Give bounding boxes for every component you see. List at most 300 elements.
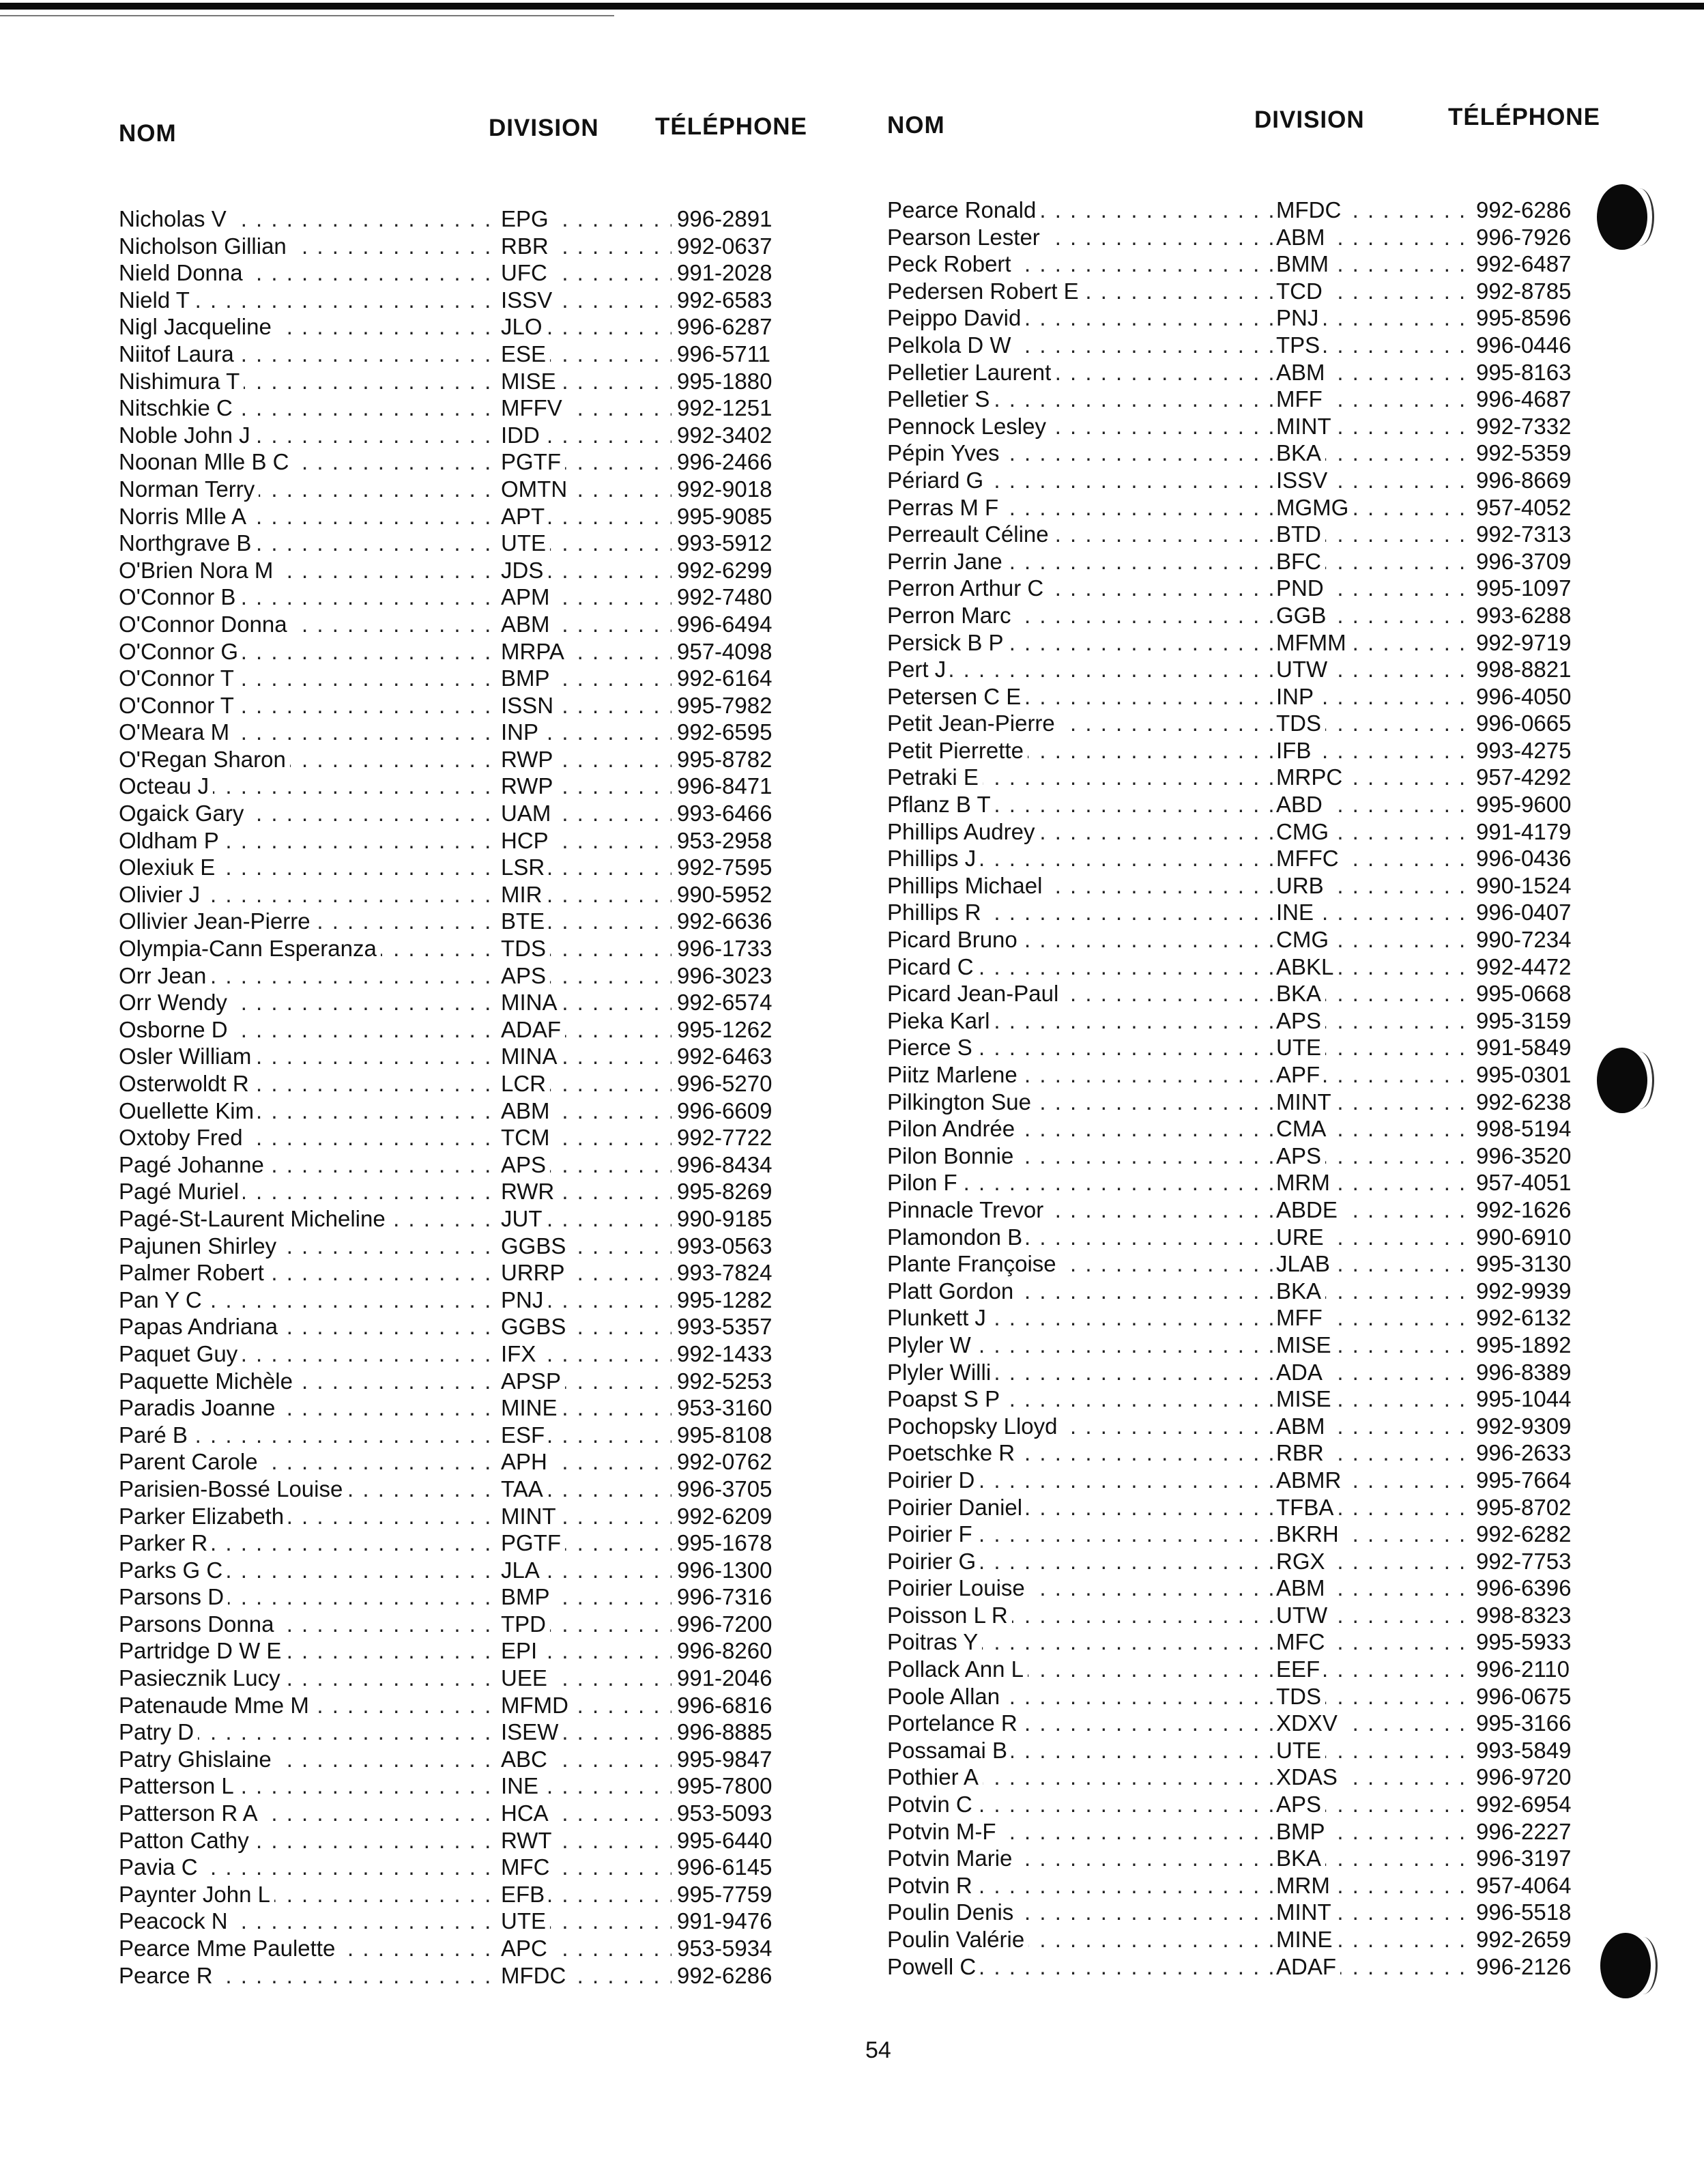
entry-phone: 990-5952 — [677, 881, 772, 907]
entry-phone: 993-6288 — [1476, 602, 1572, 628]
entry-division: MIR — [501, 882, 547, 907]
entry-division-cell — [501, 638, 672, 665]
entry-division: ABC — [501, 1747, 551, 1772]
entry-name-cell — [887, 1926, 1276, 1953]
directory-entry — [887, 683, 1597, 710]
entry-name: Patry Ghislaine — [119, 1747, 276, 1772]
entry-phone: 992-7480 — [677, 584, 772, 610]
entry-name-cell — [119, 1259, 501, 1287]
entry-name: Pavia C — [119, 1854, 202, 1880]
entry-division: BKA — [1276, 440, 1325, 465]
entry-phone: 996-6494 — [677, 611, 772, 637]
entry-phone: 990-9185 — [677, 1205, 772, 1231]
header-division: DIVISION — [1254, 106, 1365, 133]
directory-entry — [887, 304, 1597, 332]
entry-phone: 992-7313 — [1476, 521, 1572, 547]
directory-entry — [119, 448, 808, 476]
entry-name: Oldham P — [119, 828, 223, 853]
entry-phone: 957-4064 — [1476, 1872, 1572, 1898]
directory-entry — [119, 665, 808, 692]
entry-name-cell — [887, 359, 1276, 386]
entry-name-cell — [119, 1205, 501, 1233]
entry-name: Parsons Donna — [119, 1611, 278, 1637]
entry-name: Plyler Willi — [887, 1360, 995, 1385]
directory-entry — [119, 800, 808, 827]
entry-phone: 996-2891 — [677, 206, 772, 231]
entry-name: Patry D — [119, 1719, 198, 1744]
entry-name-cell — [887, 1143, 1276, 1170]
entry-name-cell — [887, 386, 1276, 413]
directory-entry — [119, 1908, 808, 1935]
entry-name: Patenaude Mme M — [119, 1693, 313, 1718]
directory-entry — [119, 1070, 808, 1097]
entry-division-cell — [501, 1583, 672, 1611]
entry-name-cell — [887, 1359, 1276, 1386]
entry-division-cell — [1276, 1143, 1471, 1170]
entry-name: Pollack Ann L — [887, 1656, 1028, 1682]
entry-phone: 993-4275 — [1476, 737, 1572, 763]
entry-name: Noble John J — [119, 422, 255, 448]
entry-name: Ogaick Gary — [119, 801, 248, 826]
entry-name-cell — [887, 683, 1276, 710]
directory-entry — [119, 476, 808, 503]
entry-division-cell — [1276, 656, 1471, 683]
entry-phone: 995-7664 — [1476, 1467, 1572, 1493]
entry-name: Pilon Bonnie — [887, 1143, 1017, 1168]
entry-division-cell — [501, 557, 672, 584]
directory-entry — [119, 1800, 808, 1827]
entry-division: APSP — [501, 1368, 565, 1394]
entry-division-cell — [1276, 710, 1471, 737]
directory-entry — [887, 1304, 1597, 1332]
entry-division: APS — [501, 963, 550, 988]
entry-name: O'Regan Sharon — [119, 747, 290, 772]
entry-division: IDD — [501, 422, 544, 448]
directory-entry — [887, 1953, 1597, 1981]
entry-phone: 996-7200 — [677, 1611, 772, 1637]
directory-entry — [887, 737, 1597, 764]
entry-name: Poirier D — [887, 1467, 979, 1493]
entry-division-cell — [1276, 845, 1471, 872]
entry-phone: 992-6209 — [677, 1503, 772, 1529]
entry-name: Potvin Marie — [887, 1845, 1016, 1871]
entry-division-cell — [1276, 1628, 1471, 1656]
entry-name: Paynter John L — [119, 1882, 274, 1907]
entry-division: MINT — [1276, 1089, 1335, 1115]
entry-division-cell — [501, 313, 672, 341]
directory-entry — [119, 313, 808, 341]
entry-division-cell — [501, 1070, 672, 1097]
directory-entry — [119, 854, 808, 881]
entry-division-cell — [1276, 872, 1471, 900]
entry-division: BTE — [501, 908, 549, 934]
directory-entry — [119, 1611, 808, 1638]
entry-division-cell — [1276, 818, 1471, 846]
entry-name-cell — [887, 1278, 1276, 1305]
entry-name: O'Connor B — [119, 584, 240, 609]
entry-division-cell — [1276, 1548, 1471, 1575]
directory-entry — [887, 1764, 1597, 1791]
entry-name-cell — [887, 1224, 1276, 1251]
entry-name: Osler William — [119, 1044, 255, 1069]
entry-name: O'Brien Nora M — [119, 558, 277, 583]
entry-name: Ouellette Kim — [119, 1098, 258, 1123]
entry-name-cell — [887, 1953, 1276, 1981]
entry-name: Poole Allan — [887, 1684, 1004, 1709]
entry-division-cell — [1276, 1656, 1471, 1683]
directory-entry — [119, 1746, 808, 1773]
entry-phone: 995-1044 — [1476, 1386, 1572, 1412]
entry-name: Norman Terry — [119, 476, 259, 502]
binder-hole-icon — [1600, 1933, 1651, 1998]
entry-name-cell — [887, 953, 1276, 981]
entry-phone: 993-6466 — [677, 801, 772, 827]
entry-name-cell — [887, 1494, 1276, 1521]
entry-name-cell — [119, 1583, 501, 1611]
directory-entry — [887, 1899, 1597, 1926]
entry-division: TDS — [501, 936, 550, 961]
entry-division-cell — [501, 1827, 672, 1854]
directory-entry — [119, 611, 808, 638]
directory-entry — [119, 1854, 808, 1881]
entry-phone: 995-9600 — [1476, 792, 1572, 818]
entry-name-cell — [119, 773, 501, 800]
entry-name-cell — [119, 1313, 501, 1340]
directory-entry — [119, 1503, 808, 1530]
entry-phone: 992-6299 — [677, 557, 772, 583]
entry-name-cell — [887, 494, 1276, 521]
entry-phone: 995-8782 — [677, 746, 772, 772]
entry-name: Orr Jean — [119, 963, 210, 988]
entry-name-cell — [119, 287, 501, 314]
entry-name: Périard G — [887, 468, 987, 493]
entry-division: MISE — [1276, 1386, 1335, 1411]
entry-name: Pierce S — [887, 1035, 977, 1060]
directory-entry — [119, 1529, 808, 1557]
entry-name-cell — [887, 1764, 1276, 1791]
directory-entry — [887, 1439, 1597, 1467]
entry-division-cell — [1276, 1899, 1471, 1926]
entry-name: Parker R — [119, 1530, 212, 1555]
entry-name: Nitschkie C — [119, 395, 237, 420]
entry-phone: 995-1892 — [1476, 1332, 1572, 1357]
entry-name: Pert J — [887, 657, 950, 682]
entry-name-cell — [887, 1710, 1276, 1737]
entry-division-cell — [501, 989, 672, 1016]
directory-entry — [887, 1169, 1597, 1196]
entry-division-cell — [1276, 737, 1471, 764]
entry-phone: 993-5912 — [677, 530, 772, 556]
entry-division-cell — [501, 962, 672, 990]
entry-name-cell — [887, 1250, 1276, 1278]
entry-name-cell — [119, 1746, 501, 1773]
entry-name-cell — [119, 584, 501, 611]
entry-division: EEF — [1276, 1656, 1324, 1682]
entry-division: CMG — [1276, 927, 1333, 952]
entry-division: ABDE — [1276, 1197, 1342, 1222]
directory-entry — [887, 1413, 1597, 1440]
entry-name-cell — [119, 1827, 501, 1854]
entry-name-cell — [887, 1899, 1276, 1926]
entry-phone: 992-6574 — [677, 990, 772, 1016]
entry-division-cell — [1276, 1007, 1471, 1035]
entry-name: Noonan Mlle B C — [119, 449, 293, 474]
entry-name-cell — [887, 980, 1276, 1007]
entry-phone: 953-5934 — [677, 1936, 772, 1961]
entry-division: UTW — [1276, 657, 1331, 682]
entry-name-cell — [119, 1692, 501, 1719]
directory-entry — [887, 224, 1597, 251]
entry-division-cell — [1276, 1683, 1471, 1710]
entry-name: Patterson R A — [119, 1800, 262, 1826]
entry-name-cell — [119, 719, 501, 746]
entry-division-cell — [1276, 764, 1471, 791]
entry-division: MISE — [1276, 1332, 1335, 1357]
directory-entry — [119, 1233, 808, 1260]
entry-phone: 991-5849 — [1476, 1035, 1572, 1061]
entry-name-cell — [119, 1448, 501, 1476]
entry-division-cell — [501, 584, 672, 611]
entry-division: RWR — [501, 1179, 558, 1204]
entry-name-cell — [887, 629, 1276, 657]
directory-entry — [887, 1710, 1597, 1737]
entry-phone: 996-3709 — [1476, 548, 1572, 574]
entry-name-cell — [887, 1061, 1276, 1089]
entry-division-cell — [501, 1178, 672, 1205]
entry-name: Parisien-Bossé Louise — [119, 1476, 347, 1502]
entry-division-cell — [501, 1448, 672, 1476]
entry-division-cell — [1276, 1818, 1471, 1845]
entry-phone: 993-5357 — [677, 1314, 772, 1340]
entry-phone: 992-9939 — [1476, 1278, 1572, 1304]
entry-name: Phillips J — [887, 846, 980, 871]
entry-division-cell — [1276, 1224, 1471, 1251]
directory-entry — [119, 1665, 808, 1692]
entry-division-cell — [1276, 1250, 1471, 1278]
entry-name-cell — [887, 1737, 1276, 1764]
entry-division: IFB — [1276, 738, 1315, 763]
entry-division-cell — [501, 341, 672, 368]
entry-name-cell — [887, 1575, 1276, 1602]
entry-division: URRP — [501, 1260, 569, 1285]
entry-name-cell — [119, 692, 501, 719]
entry-name: Phillips Michael — [887, 873, 1046, 898]
entry-division-cell — [501, 368, 672, 395]
directory-entry — [119, 1287, 808, 1314]
entry-division-cell — [501, 1368, 672, 1395]
directory-entry — [887, 818, 1597, 846]
entry-name: Poirier G — [887, 1549, 980, 1574]
directory-entry — [119, 908, 808, 935]
directory-entry — [119, 557, 808, 584]
entry-division: TPS — [1276, 332, 1324, 358]
directory-entry — [119, 1881, 808, 1908]
entry-division-cell — [1276, 548, 1471, 575]
entry-phone: 991-2028 — [677, 260, 772, 286]
entry-division: ABM — [501, 1098, 554, 1123]
entry-division: RBR — [1276, 1440, 1328, 1465]
directory-entry — [887, 1007, 1597, 1035]
directory-entry — [119, 1016, 808, 1044]
entry-division: ABM — [501, 612, 554, 637]
entry-name: Oxtoby Fred — [119, 1125, 247, 1150]
entry-name: Osterwoldt R — [119, 1071, 253, 1096]
directory-entry — [887, 764, 1597, 791]
entry-division-cell — [501, 719, 672, 746]
entry-division: APS — [1276, 1143, 1325, 1168]
entry-division-cell — [501, 611, 672, 638]
entry-name: Pearce Mme Paulette — [119, 1936, 339, 1961]
entry-phone: 996-8434 — [677, 1151, 772, 1177]
entry-phone: 995-7800 — [677, 1773, 772, 1799]
directory-entry — [119, 584, 808, 611]
directory-entry — [887, 1791, 1597, 1818]
entry-division-cell — [501, 1259, 672, 1287]
entry-phone: 996-2110 — [1476, 1656, 1570, 1682]
entry-name: Nield T — [119, 287, 194, 313]
entry-division-cell — [501, 1746, 672, 1773]
entry-division-cell — [501, 1151, 672, 1179]
entry-name-cell — [119, 611, 501, 638]
entry-division-cell — [1276, 1115, 1471, 1143]
entry-phone: 995-1880 — [677, 368, 772, 394]
entry-name-cell — [887, 1007, 1276, 1035]
entry-name-cell — [119, 1800, 501, 1827]
entry-division: JLA — [501, 1557, 544, 1583]
entry-name: Parsons D — [119, 1584, 228, 1609]
entry-name-cell — [887, 1872, 1276, 1899]
entry-phone: 992-6282 — [1476, 1521, 1572, 1547]
entry-name: Pelletier S — [887, 386, 994, 412]
directory-entry — [119, 1935, 808, 1962]
entry-name: Patton Cathy — [119, 1828, 253, 1853]
entry-name-cell — [119, 962, 501, 990]
entry-phone: 996-0665 — [1476, 710, 1572, 736]
entry-division: MINE — [1276, 1927, 1337, 1952]
entry-name-cell — [887, 1169, 1276, 1196]
entry-division-cell — [1276, 224, 1471, 251]
entry-name-cell — [119, 935, 501, 962]
entry-division: MINT — [1276, 1899, 1335, 1925]
entry-division-cell — [1276, 1385, 1471, 1413]
entry-division-cell — [1276, 1737, 1471, 1764]
entry-division-cell — [501, 1016, 672, 1044]
entry-division-cell — [1276, 467, 1471, 494]
directory-entry — [119, 1394, 808, 1422]
directory-entry — [119, 1124, 808, 1151]
binder-hole-icon — [1597, 1048, 1647, 1113]
entry-name: Paradis Joanne — [119, 1395, 279, 1420]
entry-name: Poirier Louise — [887, 1575, 1029, 1600]
directory-entry — [887, 440, 1597, 467]
entry-division: HCP — [501, 828, 553, 853]
directory-entry — [887, 1548, 1597, 1575]
directory-entry — [887, 1061, 1597, 1089]
entry-name: Pilkington Sue — [887, 1089, 1035, 1115]
directory-entry — [887, 1196, 1597, 1224]
entry-name: Pilon F — [887, 1170, 962, 1195]
entry-division-cell — [501, 1692, 672, 1719]
entry-name: Perron Arthur C — [887, 575, 1048, 601]
entry-name: Partridge D W E — [119, 1638, 285, 1663]
entry-phone: 991-2046 — [677, 1665, 772, 1691]
top-rule — [0, 3, 1704, 10]
entry-phone: 996-6145 — [677, 1854, 772, 1880]
directory-entry — [119, 1637, 808, 1665]
entry-phone: 995-3159 — [1476, 1007, 1572, 1033]
directory-entry — [887, 953, 1597, 981]
entry-name-cell — [119, 1394, 501, 1422]
entry-division-cell — [1276, 1575, 1471, 1602]
entry-name-cell — [119, 1476, 501, 1503]
entry-phone: 992-4472 — [1476, 953, 1572, 979]
entry-name-cell — [887, 1602, 1276, 1629]
directory-entry — [119, 773, 808, 800]
entry-division-cell — [1276, 1494, 1471, 1521]
entry-name: Octeau J — [119, 773, 213, 799]
entry-division-cell — [501, 692, 672, 719]
directory-entry — [119, 1340, 808, 1368]
entry-division: OMTN — [501, 476, 571, 502]
entry-name: Olexiuk E — [119, 854, 219, 880]
entry-division: CMG — [1276, 819, 1333, 844]
entry-name-cell — [887, 602, 1276, 629]
entry-division-cell — [501, 827, 672, 854]
entry-name: Pelletier Laurent — [887, 360, 1055, 385]
entry-division-cell — [501, 1205, 672, 1233]
entry-division: BFC — [1276, 549, 1325, 574]
directory-entry — [119, 1557, 808, 1584]
directory-entry — [887, 1494, 1597, 1521]
entry-name: Pieka Karl — [887, 1008, 994, 1033]
entry-division-cell — [501, 1772, 672, 1800]
entry-division-cell — [1276, 1764, 1471, 1791]
entry-name-cell — [887, 926, 1276, 953]
entry-name: Pagé Johanne — [119, 1152, 268, 1177]
entry-division: GGB — [1276, 603, 1330, 628]
directory-entry — [119, 1422, 808, 1449]
entry-phone: 992-6132 — [1476, 1305, 1572, 1331]
entry-division: URE — [1276, 1224, 1328, 1250]
entry-name: Paré B — [119, 1422, 192, 1448]
entry-phone: 996-8669 — [1476, 467, 1572, 493]
entry-name: Petraki E — [887, 764, 983, 790]
entry-name: Nigl Jacqueline — [119, 314, 276, 339]
entry-name-cell — [887, 710, 1276, 737]
directory-entry — [887, 575, 1597, 602]
entry-name-cell — [119, 1070, 501, 1097]
entry-name: Pasiecznik Lucy — [119, 1665, 285, 1691]
entry-division-cell — [1276, 250, 1471, 278]
directory-entry — [887, 1089, 1597, 1116]
entry-division: ABM — [1276, 1575, 1329, 1600]
entry-division-cell — [501, 665, 672, 692]
entry-name: Picard Jean-Paul — [887, 981, 1063, 1006]
entry-phone: 995-1282 — [677, 1287, 772, 1312]
entry-name: Pearce R — [119, 1963, 217, 1988]
entry-division: MINE — [501, 1395, 562, 1420]
entry-division-cell — [501, 422, 672, 449]
entry-name-cell — [119, 1719, 501, 1746]
entry-phone: 992-9719 — [1476, 629, 1572, 655]
entry-division: MRPA — [501, 639, 568, 664]
entry-division: ABM — [1276, 225, 1329, 250]
entry-division: JLO — [501, 314, 547, 339]
entry-name-cell — [887, 548, 1276, 575]
directory-entry — [119, 1448, 808, 1476]
entry-phone: 996-3023 — [677, 962, 772, 988]
entry-division-cell — [501, 1557, 672, 1584]
